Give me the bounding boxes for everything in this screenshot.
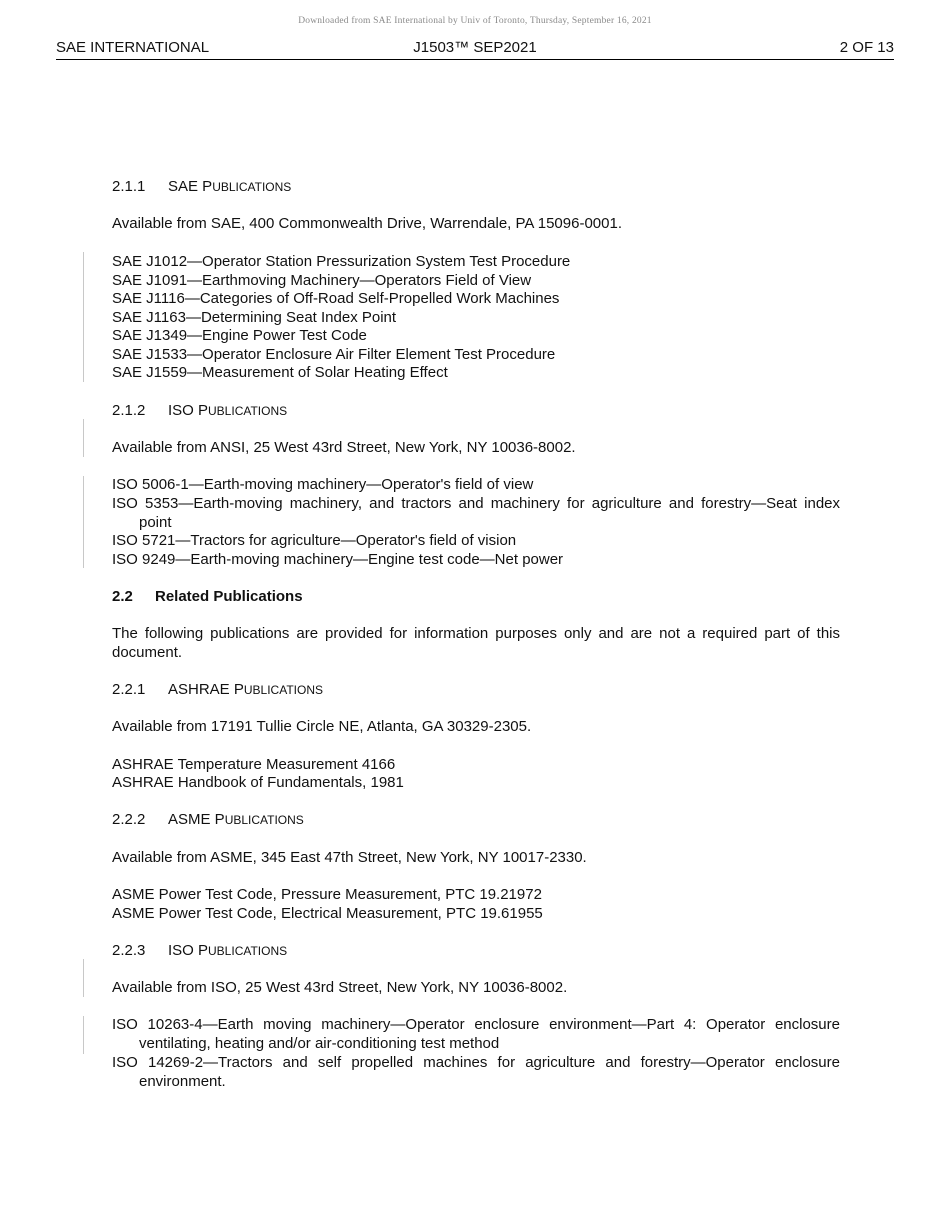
download-watermark: Downloaded from SAE International by Univ of Toronto, Thursday, September 16, 2021	[298, 16, 652, 26]
section-heading-2-2: 2.2 Related Publications	[112, 588, 303, 605]
reference-item: ISO 5006-1—Earth-moving machinery—Operator's field of view	[112, 476, 534, 493]
reference-item: ASME Power Test Code, Electrical Measurement, PTC 19.61955	[112, 905, 543, 922]
availability-text: Available from 17191 Tullie Circle NE, Atlanta, GA 30329-2305.	[112, 718, 532, 735]
change-bar	[83, 419, 84, 457]
reference-item: ISO 5353—Earth-moving machinery, and tractors and machinery for agriculture and forestry—Seat index point	[112, 495, 840, 531]
availability-text: Available from ANSI, 25 West 43rd Street, New York, NY 10036-8002.	[112, 439, 576, 456]
availability-text: Available from ASME, 345 East 47th Street, New York, NY 10017-2330.	[112, 849, 587, 866]
change-bar	[83, 252, 84, 382]
header-publisher: SAE INTERNATIONAL	[56, 39, 210, 56]
availability-text: Available from SAE, 400 Commonwealth Drive, Warrendale, PA 15096-0001.	[112, 215, 622, 232]
reference-item: ISO 14269-2—Tractors and self propelled machines for agriculture and forestry—Operator enclosure environment.	[112, 1054, 840, 1090]
availability-text: Available from ISO, 25 West 43rd Street, New York, NY 10036-8002.	[112, 979, 568, 996]
reference-item: SAE J1349—Engine Power Test Code	[112, 327, 367, 344]
reference-item: SAE J1091—Earthmoving Machinery—Operators Field of View	[112, 271, 532, 289]
reference-item: ISO 10263-4—Earth moving machinery—Operator enclosure environment—Part 4: Operator enclosure ventilating, heating and/or air-conditioning test method	[112, 1016, 840, 1052]
section-heading-2-2-3: 2.2.3 ISO PUBLICATIONS	[112, 942, 288, 959]
reference-item: ASHRAE Temperature Measurement 4166	[112, 756, 396, 773]
section-heading-2-2-1: 2.2.1 ASHRAE PUBLICATIONS	[112, 681, 323, 698]
reference-item: SAE J1116—Categories of Off-Road Self-Propelled Work Machines	[112, 290, 560, 307]
reference-item: SAE J1559—Measurement of Solar Heating Effect	[112, 364, 448, 381]
header-document-id: J1503™ SEP2021	[413, 39, 537, 56]
reference-item: SAE J1163—Determining Seat Index Point	[112, 308, 397, 326]
reference-item: SAE J1533—Operator Enclosure Air Filter Element Test Procedure	[112, 345, 556, 363]
change-bar	[83, 476, 84, 568]
section-heading-2-1-1: 2.1.1 SAE PUBLICATIONS	[112, 178, 292, 195]
reference-item: ISO 9249—Earth-moving machinery—Engine test code—Net power	[112, 551, 564, 568]
change-bar	[83, 1016, 84, 1054]
reference-item: ISO 5721—Tractors for agriculture—Operator's field of vision	[112, 532, 517, 549]
related-publications-intro: The following publications are provided for information purposes only and are not a required part of this document.	[112, 625, 840, 661]
page-header	[56, 38, 894, 60]
reference-item: SAE J1012—Operator Station Pressurization System Test Procedure	[112, 253, 571, 270]
change-bar	[83, 959, 84, 997]
reference-item: ASME Power Test Code, Pressure Measurement, PTC 19.21972	[112, 886, 542, 903]
section-heading-2-2-2: 2.2.2 ASME PUBLICATIONS	[112, 811, 304, 828]
header-page-number: 2 OF 13	[839, 39, 894, 56]
reference-item: ASHRAE Handbook of Fundamentals, 1981	[112, 774, 404, 791]
section-heading-2-1-2: 2.1.2 ISO PUBLICATIONS	[112, 402, 288, 419]
